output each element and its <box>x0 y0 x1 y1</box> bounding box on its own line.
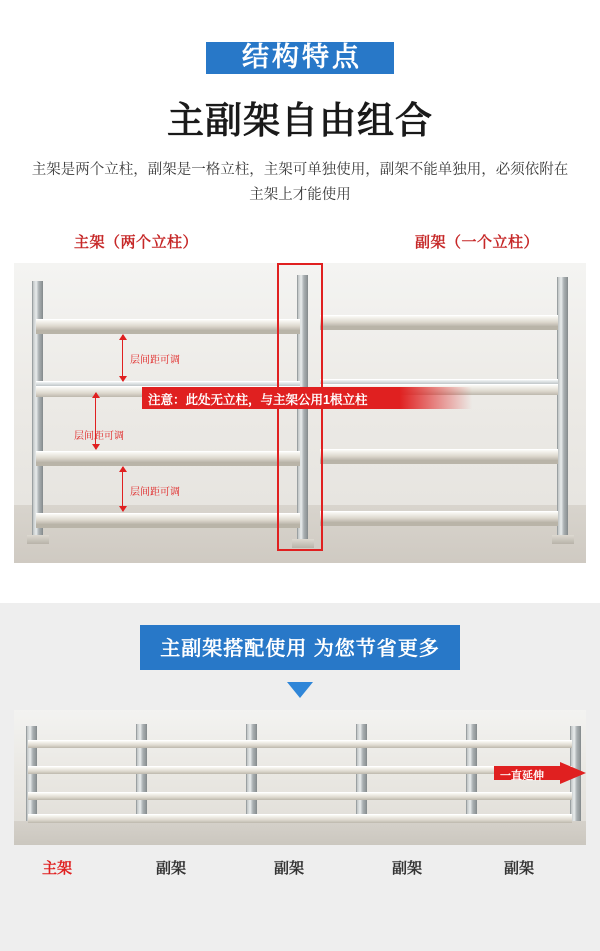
rack-shelf <box>320 449 558 460</box>
down-arrow-icon <box>287 682 313 698</box>
extend-arrow-label: 一直延伸 <box>500 770 544 782</box>
bottom-section <box>0 603 600 951</box>
spacing-arrow-1 <box>122 335 123 381</box>
rack-shelf-edge <box>320 460 558 464</box>
rack-shelf-edge <box>320 326 558 330</box>
photo-floor <box>14 821 586 845</box>
spacing-annotation-1: 层间距可调 <box>130 354 180 366</box>
label-sub-frame: 副架（一个立柱） <box>415 233 540 251</box>
rack-photo-combined <box>14 710 586 845</box>
extend-arrow-icon <box>494 762 586 784</box>
rack-shelf-long <box>28 814 572 823</box>
rack-shelf-long <box>28 766 572 774</box>
caption-sub-frame-2: 副架 <box>274 860 305 877</box>
label-main-frame: 主架（两个立柱） <box>74 233 199 251</box>
diagram-labels <box>0 231 600 255</box>
rack-shelf <box>36 319 300 330</box>
section-badge: 结构特点 <box>209 45 391 71</box>
shared-post-note-text: 注意：此处无立柱，与主架公用1根立柱 <box>148 392 368 407</box>
rack-shelf <box>320 511 558 522</box>
bottom-banner-wrapper <box>0 625 600 670</box>
spacing-annotation-2: 层间距可调 <box>74 430 124 442</box>
page-subtitle: 主架是两个立柱，副架是一格立柱，主架可单独使用，副架不能单独用，必须依附在主架上才能使用 <box>31 162 569 204</box>
rack-shelf-long <box>28 740 572 748</box>
rack-photo-main-and-sub <box>14 263 586 563</box>
rack-shelf <box>320 315 558 326</box>
rack-shelf-edge <box>36 330 300 334</box>
rack-shelf <box>36 513 300 524</box>
rack-foot <box>27 535 49 544</box>
page-title: 主副架自由组合 <box>167 100 433 141</box>
caption-sub-frame-3: 副架 <box>392 860 423 877</box>
rack-captions <box>14 857 586 883</box>
caption-sub-frame-4: 副架 <box>504 860 535 877</box>
spacing-annotation-3: 层间距可调 <box>130 486 180 498</box>
rack-shelf-edge <box>320 522 558 526</box>
extend-arrow-tip <box>560 762 586 784</box>
rack-shelf-edge <box>36 462 300 466</box>
page-header <box>0 0 600 209</box>
shared-post-note-banner <box>142 387 472 409</box>
caption-main-frame: 主架 <box>42 860 73 877</box>
rack-shelf-edge <box>36 524 300 528</box>
rack-foot <box>552 535 574 544</box>
rack-post-right <box>557 277 568 539</box>
rack-shelf-long <box>28 792 572 800</box>
spacing-arrow-3 <box>122 467 123 511</box>
section-badge-wrapper <box>206 42 394 74</box>
rack-shelf <box>36 451 300 462</box>
bottom-banner: 主副架搭配使用 为您节省更多 <box>140 625 460 670</box>
caption-sub-frame-1: 副架 <box>156 860 187 877</box>
